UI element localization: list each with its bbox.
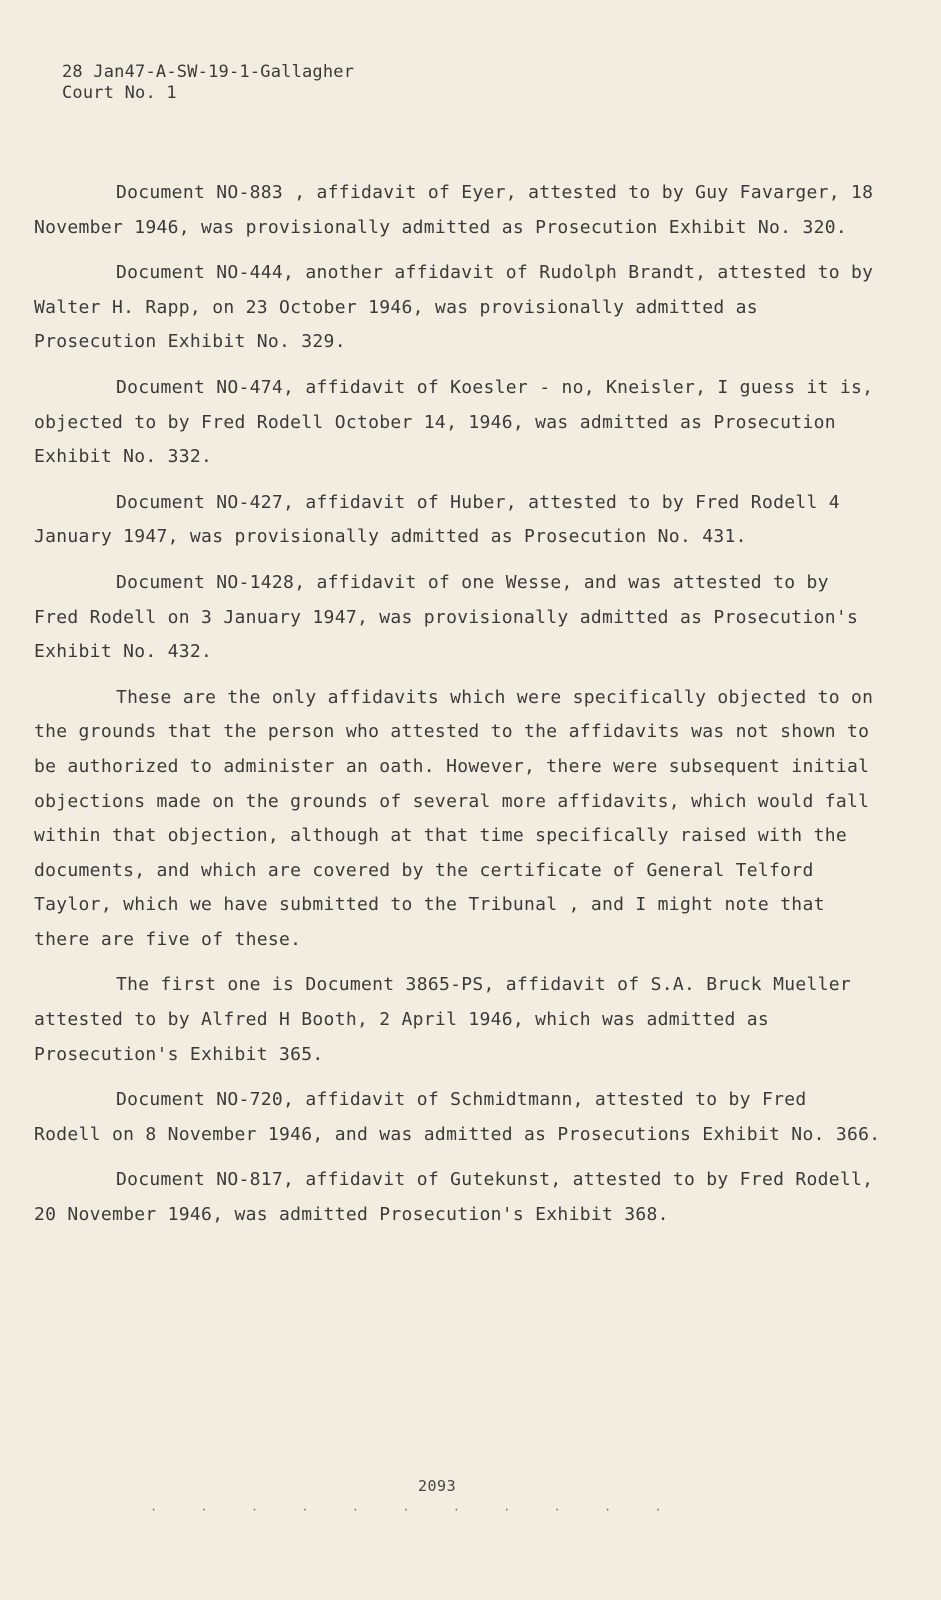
paragraph: Document NO-427, affidavit of Huber, attested to by Fred Rodell 4 January 1947, was provisionally admitted as Prosecution No. 431. — [34, 491, 840, 548]
paragraph: Document NO-1428, affidavit of one Wesse, and was attested to by Fred Rodell on 3 January 1947, was provisionally admitted as Prosecution's Exhibit No. 432. — [34, 571, 859, 663]
paragraph: These are the only affidavits which were specifically objected to on the grounds that the person who attested to the affidavits was not shown to be authorized to administer an oath. However, there were subsequent initial objections made on the grounds of several more affidavits, which would fall within that objection, although at that time specifically raised with the documents, and which are covered by the certificate of General Telford Taylor, which we have submitted to the Tribunal , and I might note that there are five of these. — [34, 686, 874, 950]
transcript-body — [34, 176, 884, 1244]
paragraph: Document NO-817, affidavit of Gutekunst, attested to by Fred Rodell, 20 November 1946, was admitted Prosecution's Exhibit 368. — [34, 1169, 874, 1226]
paper-specks: · · · · · · · · · · · — [150, 1503, 680, 1517]
paragraph: The first one is Document 3865-PS, affidavit of S.A. Bruck Mueller attested to by Alfred H Booth, 2 April 1946, which was admitted as Prosecution's Exhibit 365. — [34, 974, 852, 1065]
paragraph: Document NO-474, affidavit of Koesler - no, Kneisler, I guess it is, objected to by Fred Rodell October 14, 1946, was admitted as Prosecution Exhibit No. 332. — [34, 376, 874, 468]
paragraph: Document NO-444, another affidavit of Rudolph Brandt, attested to by Walter H. Rapp, on 23 October 1946, was provisionally admitted as Prosecution Exhibit No. 329. — [34, 262, 874, 353]
paragraph: Document NO-720, affidavit of Schmidtmann, attested to by Fred Rodell on 8 November 1946, and was admitted as Prosecutions Exhibit No. 366. — [34, 1089, 881, 1145]
page-number: 2093 — [418, 1477, 457, 1495]
document-header — [62, 62, 354, 104]
paragraph: Document NO-883 , affidavit of Eyer, attested to by Guy Favarger, 18 November 1946, was provisionally admitted as Prosecution Exhibit No. 320. — [34, 182, 874, 238]
header-reference: 28 Jan47-A-SW-19-1-Gallagher — [62, 62, 355, 82]
header-court: Court No. 1 — [62, 83, 177, 103]
